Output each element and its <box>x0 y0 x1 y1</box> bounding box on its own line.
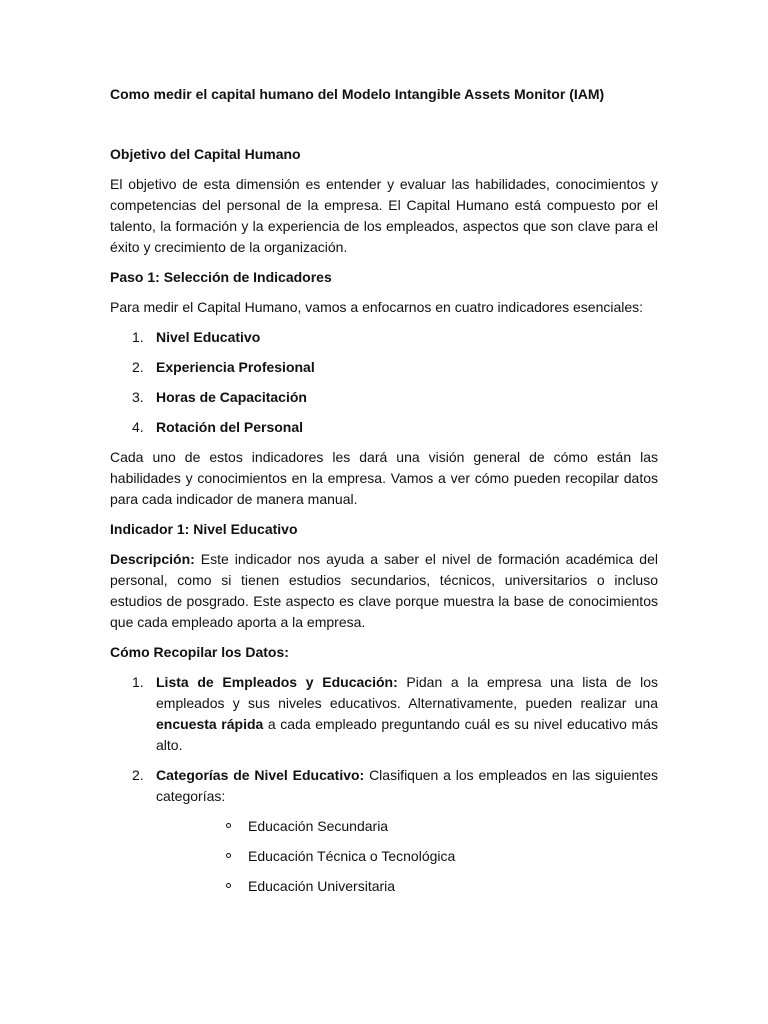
list-number: 2. <box>132 767 144 783</box>
indicator-label: Nivel Educativo <box>156 329 261 345</box>
indicator-list <box>110 327 658 438</box>
step-label: Categorías de Nivel Educativo: <box>156 767 365 783</box>
collect-heading: Cómo Recopilar los Datos: <box>110 644 289 660</box>
step1-intro: Para medir el Capital Humano, vamos a enfocarnos en cuatro indicadores esenciales: <box>110 299 644 315</box>
list-number: 3. <box>132 389 144 405</box>
indicator-label: Horas de Capacitación <box>156 389 307 405</box>
indicator1-description <box>110 549 658 633</box>
category-label: Educación Secundaria <box>248 818 389 834</box>
indicator-item <box>110 357 658 378</box>
category-item <box>156 846 658 867</box>
collect-step <box>110 672 658 756</box>
indicator-label: Rotación del Personal <box>156 419 304 435</box>
indicator-item <box>110 417 658 438</box>
indicator-item <box>110 387 658 408</box>
circle-bullet-icon <box>226 823 231 828</box>
objective-heading: Objetivo del Capital Humano <box>110 146 301 162</box>
list-number: 1. <box>132 329 144 345</box>
step1-heading: Paso 1: Selección de Indicadores <box>110 269 332 285</box>
list-number: 2. <box>132 359 144 375</box>
list-number: 4. <box>132 419 144 435</box>
indicator-item <box>110 327 658 348</box>
category-item <box>156 876 658 897</box>
category-list <box>156 816 658 897</box>
category-label: Educación Técnica o Tecnológica <box>248 848 456 864</box>
indicator-label: Experiencia Profesional <box>156 359 315 375</box>
document-title: Como medir el capital humano del Modelo Intangible Assets Monitor (IAM) <box>110 86 605 102</box>
step-text: Pidan a la empresa una lista de los empleados y sus niveles educativos. Alternativamente, pueden realizar una <box>156 674 658 711</box>
collect-step <box>110 765 658 897</box>
step-text: a cada empleado preguntando cuál es su nivel educativo más alto. <box>156 716 658 753</box>
category-item <box>156 816 658 837</box>
description-label: Descripción: <box>110 551 195 567</box>
step-text: Clasifiquen a los empleados en las siguientes categorías: <box>156 767 659 804</box>
circle-bullet-icon <box>226 883 231 888</box>
category-label: Educación Universitaria <box>248 878 396 894</box>
step-emphasis: encuesta rápida <box>156 716 264 732</box>
collect-steps-list <box>110 672 658 897</box>
step-label: Lista de Empleados y Educación: <box>156 674 398 690</box>
indicator1-heading: Indicador 1: Nivel Educativo <box>110 521 298 537</box>
circle-bullet-icon <box>226 853 231 858</box>
description-text: Este indicador nos ayuda a saber el nivel de formación académica del personal, como si tienen estudios secundarios, técnicos, universitarios o incluso estudios de posgrado. Este aspecto es clave porque muestra la base de conocimientos que cada empleado aporta a la empresa. <box>110 551 658 630</box>
list-number: 1. <box>132 674 144 690</box>
document-body <box>110 144 658 906</box>
objective-paragraph: El objetivo de esta dimensión es entender y evaluar las habilidades, conocimientos y competencias del personal de la empresa. El Capital Humano está compuesto por el talento, la formación y la experiencia de los empleados, aspectos que son clave para el éxito y crecimiento de la organización. <box>110 176 658 255</box>
step1-summary: Cada uno de estos indicadores les dará una visión general de cómo están las habilidades y conocimientos en la empresa. Vamos a ver cómo pueden recopilar datos para cada indicador de manera manual. <box>110 449 658 507</box>
